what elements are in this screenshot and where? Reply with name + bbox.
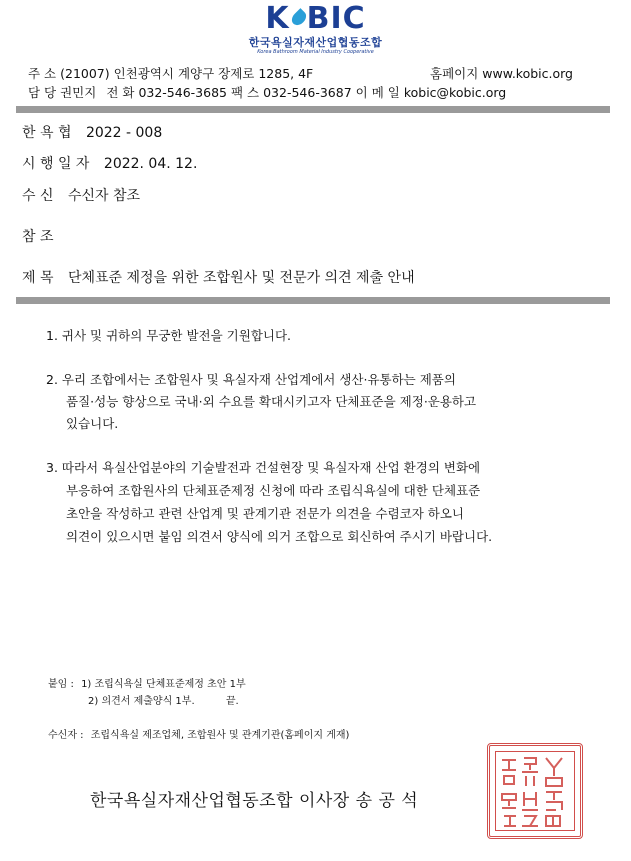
logo-letter-k: K: [265, 1, 290, 36]
paragraph-1: 1. 귀사 및 귀하의 무궁한 발전을 기원합니다.: [46, 328, 292, 343]
issue-date-label: 시 행 일 자: [22, 156, 90, 172]
subject-divider: [16, 297, 610, 304]
address-line: [28, 66, 313, 82]
recipients-label: 수신자 :: [48, 730, 84, 741]
email-link[interactable]: kobic@kobic.org: [403, 85, 507, 100]
homepage-link[interactable]: www.kobic.org: [482, 66, 573, 81]
water-drop-icon: [289, 8, 309, 28]
attachment-row-2: [88, 695, 239, 708]
attachment-end: 끝.: [225, 696, 239, 707]
paragraph-3-line-3: 초안을 작성하고 관련 산업계 및 관계기관 전문가 의견을 수렴코자 하오니: [66, 506, 465, 521]
homepage-line: [430, 66, 573, 82]
recipient-value: 수신자 참조: [67, 188, 141, 204]
sender-signature-line: 한국욕실자재산업협동조합 이사장 송 공 석: [90, 791, 419, 811]
paragraph-3-line-2: 부응하여 조합원사의 단체표준제정 신청에 따라 조립식욕실에 대한 단체표준: [66, 483, 481, 498]
paragraph-2-line-3: 있습니다.: [66, 416, 119, 431]
attachment-item-1: 1) 조립식욕실 단체표준제정 초안 1부: [81, 679, 246, 690]
paragraph-3-line-4: 의견이 있으시면 붙임 의견서 양식에 의거 조합으로 회신하여 주시기 바랍니다.: [66, 529, 493, 544]
manager-name: 권민지: [60, 85, 97, 100]
attachment-label: 붙임 :: [48, 679, 74, 690]
issue-date-row: [22, 155, 197, 173]
manager-label: 담 당: [28, 85, 57, 100]
subject-row: [22, 269, 415, 287]
phone-value: 032-546-3685: [138, 85, 227, 100]
homepage-label: 홈페이지: [430, 66, 479, 81]
logo-korean-name: 한국욕실자재산업협동조합: [248, 36, 383, 49]
paragraph-2-line-1: 2. 우리 조합에서는 조합원사 및 욕실자재 산업계에서 생산·유통하는 제품의: [46, 372, 456, 387]
reference-row: [22, 228, 54, 246]
attachment-item-2: 2) 의견서 제출양식 1부.: [88, 696, 195, 707]
address-label: 주 소: [28, 66, 57, 81]
issue-date-value: 2022. 04. 12.: [103, 156, 198, 172]
subject-label: 제 목: [22, 270, 54, 286]
address-value: (21007) 인천광역시 계양구 장제로 1285, 4F: [60, 66, 314, 81]
doc-number-value: 2022 - 008: [85, 125, 163, 141]
contact-line: [28, 85, 506, 101]
org-logo: [0, 2, 631, 55]
recipients-value: 조립식욕실 제조업체, 조합원사 및 관계기관(홈페이지 게재): [90, 730, 350, 741]
seal-glyphs: [490, 746, 580, 836]
email-label: 이 메 일: [355, 85, 400, 100]
reference-label: 참 조: [22, 229, 54, 245]
fax-value: 032-546-3687: [263, 85, 352, 100]
doc-number-label: 한 욕 협: [22, 125, 72, 141]
logo-english-name: Korea Bathroom Material Industry Cooperative: [257, 49, 374, 55]
logo-wordmark: [0, 2, 631, 36]
header-divider: [16, 106, 610, 113]
recipient-row: [22, 187, 140, 205]
logo-letters-bic: BIC: [306, 1, 366, 36]
paragraph-3-line-1: 3. 따라서 욕실산업분야의 기술발전과 건설현장 및 욕실자재 산업 환경의 변화에: [46, 460, 481, 475]
doc-number-row: [22, 124, 162, 142]
subject-value: 단체표준 제정을 위한 조합원사 및 전문가 의견 제출 안내: [67, 270, 415, 286]
attachment-row-1: [48, 678, 246, 691]
phone-label: 전 화: [106, 85, 135, 100]
recipient-label: 수 신: [22, 188, 54, 204]
recipients-row: [48, 729, 349, 742]
fax-label: 팩 스: [230, 85, 260, 100]
paragraph-2-line-2: 품질·성능 향상으로 국내·외 수요를 확대시키고자 단체표준을 제정·운용하고: [66, 394, 477, 409]
official-seal-stamp: [487, 743, 583, 839]
